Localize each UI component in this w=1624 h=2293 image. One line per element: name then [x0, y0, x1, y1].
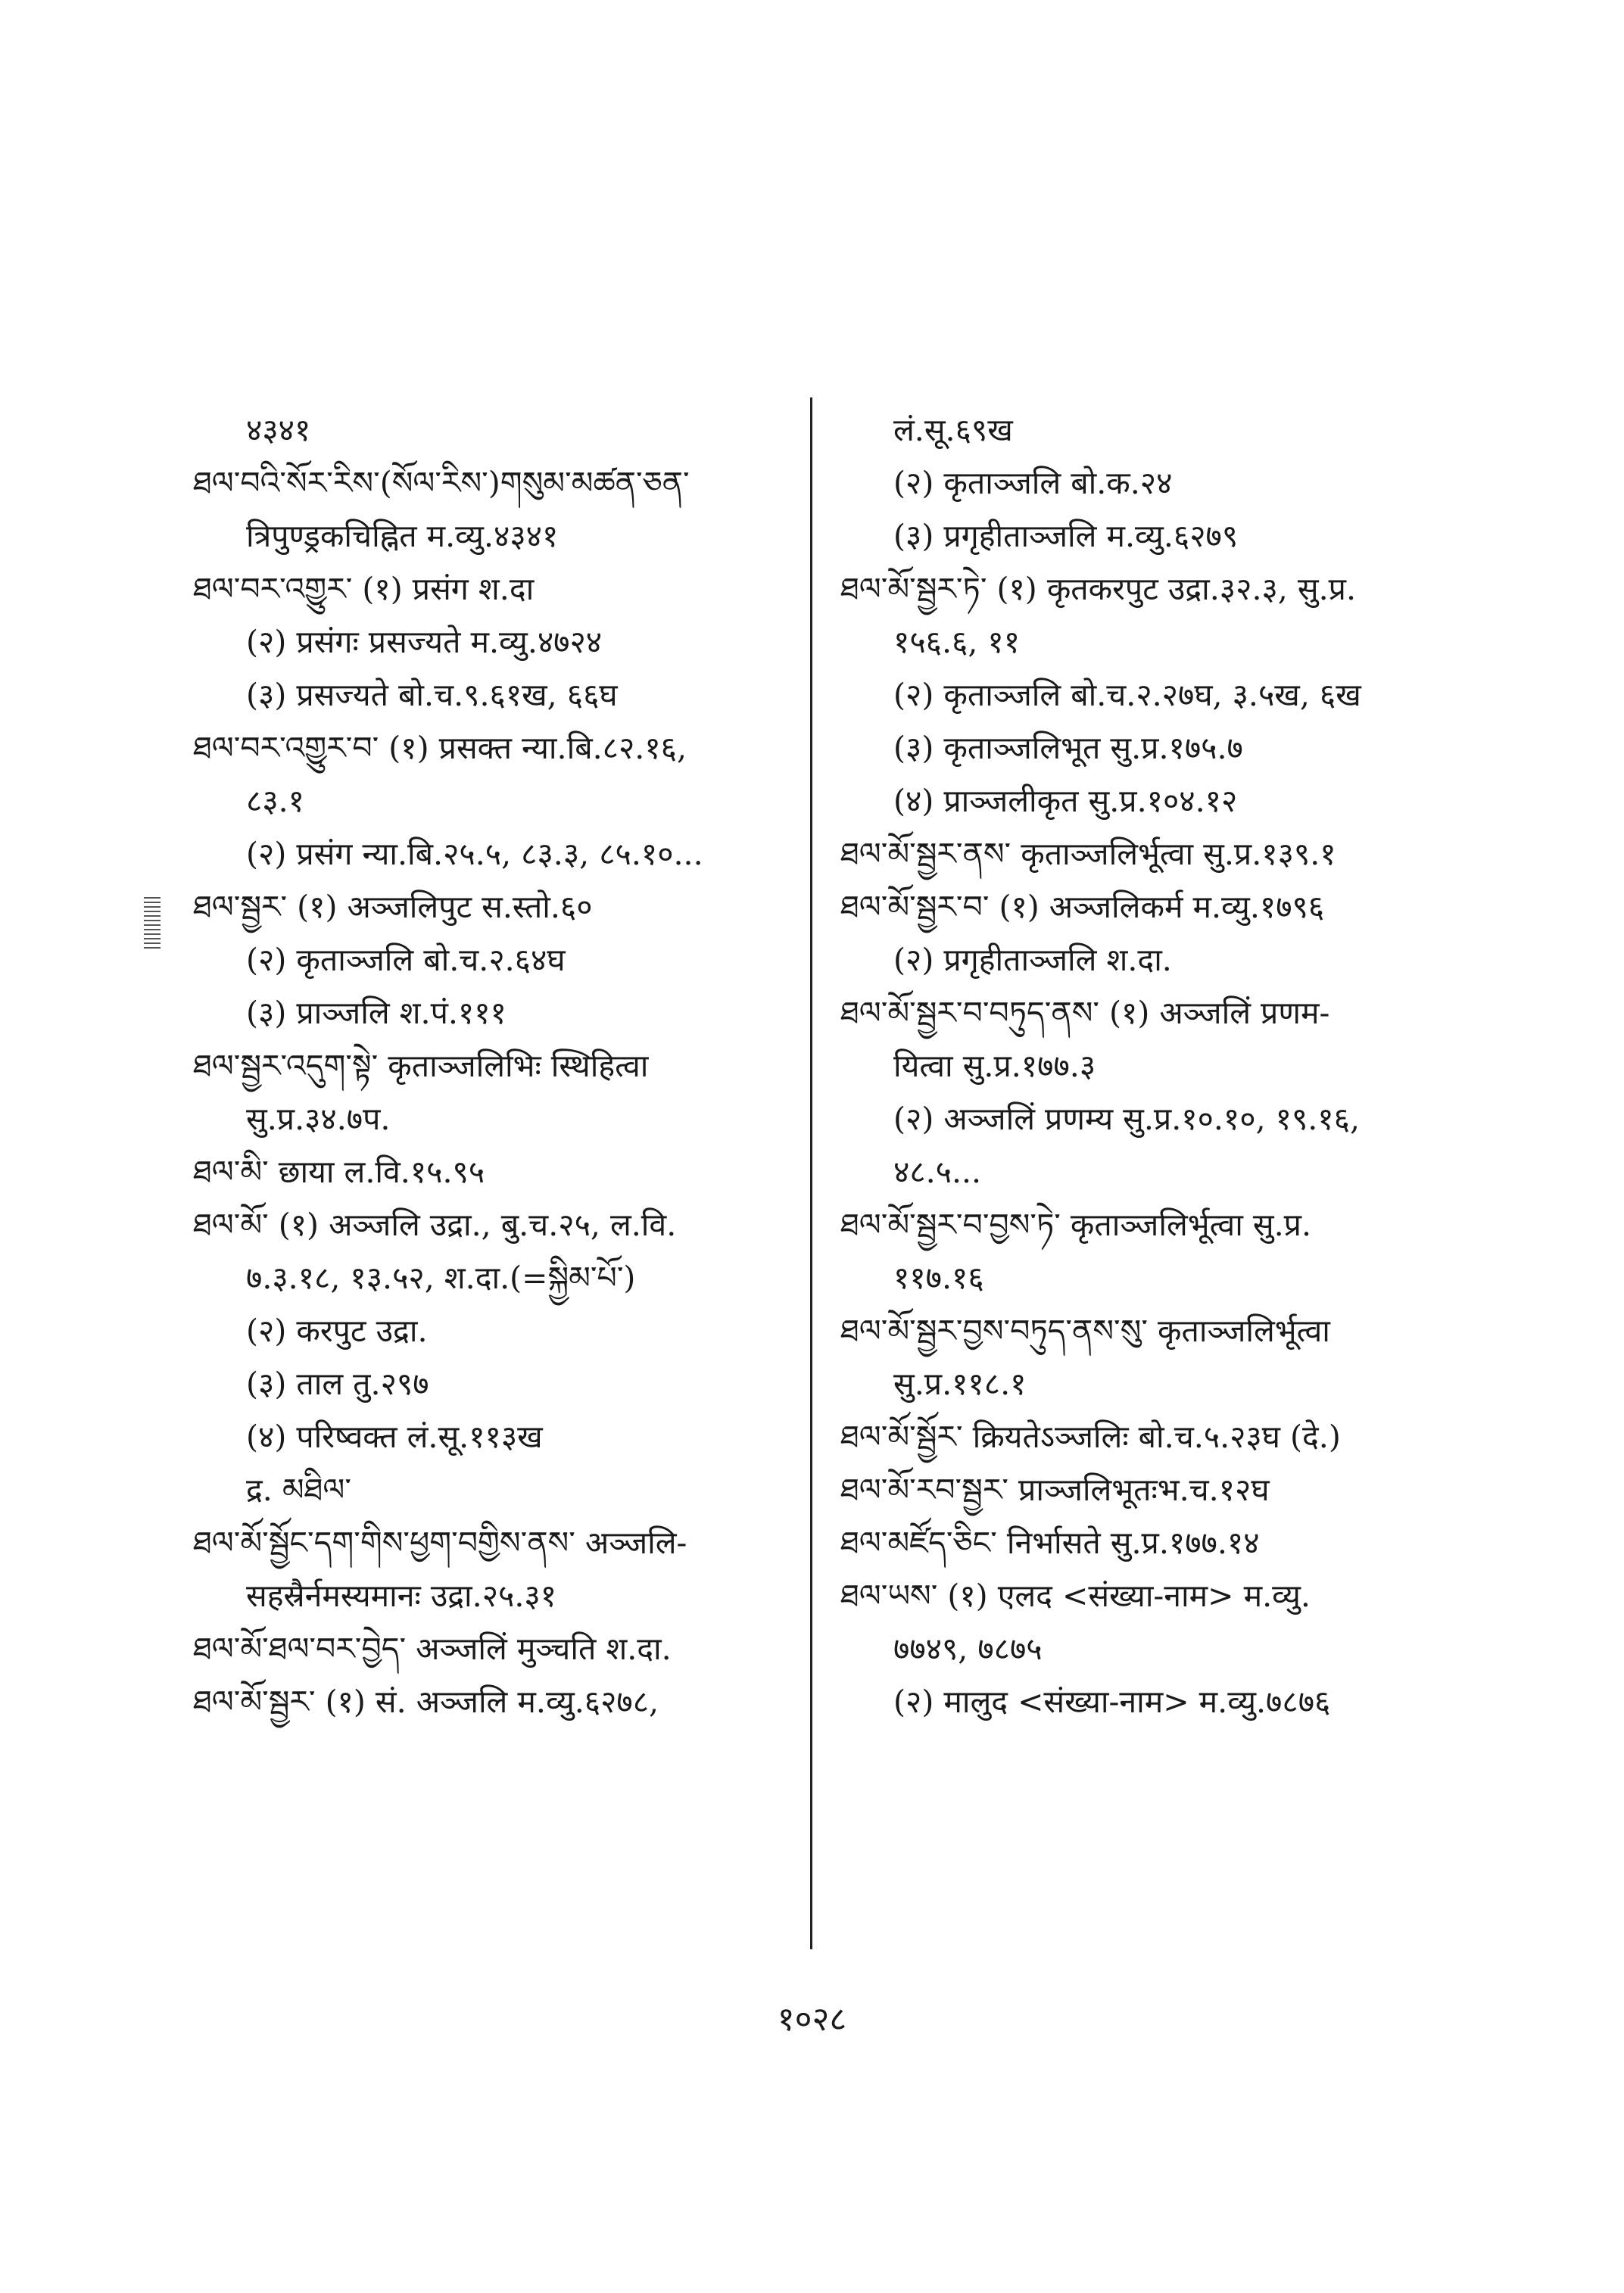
entry-headword-line: ཐལ་མོ་སྦྱར་ (१) सं. अञ्जलि म.व्यु.६२७८,	[193, 1684, 659, 1720]
entry-headword-line: ཐལ་མོ་སྦྱར་བ་བཏུད་ནས་ (१) अञ्जलिं प्रणम-	[840, 995, 1330, 1031]
entry-continuation: (२) अञ्जलिं प्रणम्य सु.प्र.१०.१०, १९.१६,	[893, 1101, 1360, 1137]
entry-headword-line: ཐལ་མོ་སྦྱར་བྱས་བཏུད་ནས་སུ་ कृताञ्जलिर्भूत्वा	[840, 1313, 1330, 1349]
entry-continuation: त्रिपुण्ड्रकचिह्नित म.व्यु.४३४१	[246, 518, 559, 554]
entry-continuation: (२) मालुद <संख्या-नाम> म.व्यु.७८७६	[893, 1684, 1331, 1720]
entry-continuation: सु.प्र.११८.१	[893, 1366, 1027, 1402]
entry-continuation: सु.प्र.३४.७प.	[246, 1101, 391, 1137]
entry-headword-line: ཐལ་ཡས་ (१) एलद <संख्या-नाम> म.व्यु.	[840, 1578, 1311, 1614]
entry-headword-line: ཐལ་མོ་ (१) अञ्जलि उद्रा., बु.च.२५, ल.वि.	[193, 1207, 677, 1243]
entry-headword-line: ཐལ་བའི་སོར་རིས་(སོལ་རིས་)གསུམ་མཚན་ཅན་	[193, 465, 690, 501]
entry-continuation: (३) प्राञ्जलि श.पं.१११	[246, 995, 507, 1031]
entry-continuation: ७७४९, ७८७५	[893, 1631, 1043, 1667]
entry-headword-line: ཐལ་མོ་ཐལ་བར་བྱེད་ अञ्जलिं मुञ्चति श.दा.	[193, 1631, 672, 1667]
entry-continuation: (३) प्रगृहीताञ्जलि म.व्यु.६२७९	[893, 518, 1239, 554]
entry-continuation: ४३४१	[246, 412, 311, 448]
entry-headword-line: ཐལ་མོ་སྦྱར་བ་བྱས་ཏེ་ कृताञ्जलिर्भूत्वा सु.प्र.	[840, 1207, 1311, 1243]
entry-continuation: (२) कृताञ्जलि बो.च.२.६४घ	[246, 942, 566, 978]
entry-headword-line: ཐལ་མོ་རབ་སྦྱར་ प्राञ्जलिभूतःभ.च.१२घ	[840, 1472, 1270, 1508]
column-divider	[810, 397, 812, 1949]
entry-continuation: १५६.६, ११	[893, 624, 1021, 660]
entry-continuation: (२) कृताञ्जलि बो.च.२.२७घ, ३.५ख, ६ख	[893, 677, 1361, 713]
entry-continuation: (२) करपुट उद्रा.	[246, 1313, 428, 1349]
entry-continuation: ११७.१६	[893, 1260, 984, 1296]
entry-headword-line: ཐལ་མི་ छाया ल.वि.१५.९५	[193, 1154, 485, 1190]
entry-continuation: (२) कृताञ्जलि बो.क.२४	[893, 465, 1173, 501]
entry-continuation: (३) कृताञ्जलिभूत सु.प्र.१७५.७	[893, 730, 1243, 766]
entry-headword-line: ཐལ་བར་འགྱུར་བ་ (१) प्रसक्त न्या.बि.८२.१६,	[193, 730, 687, 766]
entry-headword-line: ཐལ་སྦྱར་ (१) अञ्जलिपुट स.स्तो.६०	[193, 889, 593, 925]
entry-headword-line: ཐལ་མོ་སྦྱར་ནས་ कृताञ्जलिर्भूत्वा सु.प्र.१३९.१	[840, 836, 1336, 872]
entry-headword-line: ཐལ་མོ་སྦྱར་བ་ (१) अञ्जलिकर्म म.व्यु.१७९६	[840, 889, 1325, 925]
entry-continuation: सहस्रैर्नमस्यमानः उद्रा.२५.३१	[246, 1578, 557, 1614]
entry-headword-line: ཐལ་མཛོད་ཅིང་ निर्भासते सु.प्र.१७७.१४	[840, 1525, 1260, 1561]
entry-continuation: ४८.५...	[893, 1154, 982, 1190]
entry-continuation: लं.सू.६९ख	[893, 412, 1013, 448]
margin-tick-mark	[144, 897, 161, 950]
entry-headword-line: ཐལ་བར་འགྱུར་ (१) प्रसंग श.दा	[193, 571, 535, 607]
entry-continuation: (४) परिष्वक्त लं.सू.११३ख	[246, 1419, 543, 1455]
entry-continuation: ७.३.१८, १३.५२, श.दा.(=སྐྱིམ་པོ་)	[246, 1260, 636, 1296]
entry-continuation: ८३.१	[246, 783, 304, 819]
entry-continuation: (२) प्रगृहीताञ्जलि श.दा.	[893, 942, 1172, 978]
entry-headword-line: ཐལ་སྦྱར་འདུག་སྟེ་ कृताञ्जलिभिः स्थिहित्वा	[193, 1048, 649, 1084]
entry-headword-line: ཐལ་མོ་སྦྱར་ཏེ་ (१) कृतकरपुट उद्रा.३२.३, सु.प्र.	[840, 571, 1356, 607]
entry-continuation: यित्वा सु.प्र.१७७.३	[893, 1048, 1096, 1084]
entry-continuation: (३) ताल तु.२९७	[246, 1366, 429, 1402]
entry-continuation: (२) प्रसंग न्या.बि.२५.५, ८३.३, ८५.१०...	[246, 836, 703, 872]
entry-continuation: द्र. མཐིལ་	[246, 1472, 351, 1508]
entry-continuation: (४) प्राञ्जलीकृत सु.प्र.१०४.१२	[893, 783, 1238, 819]
entry-continuation: (२) प्रसंगः प्रसज्यते म.व्यु.४७२४	[246, 624, 603, 660]
entry-continuation: (३) प्रसज्यते बो.च.९.६१ख, ६६घ	[246, 677, 618, 713]
entry-headword-line: ཐལ་མོ་སྦྱོང་དག་གིས་ཕྱག་བགྱིས་ནས་ अञ्जलि-	[193, 1525, 687, 1561]
entry-headword-line: ཐལ་མོ་སྦྱོར་ क्रियतेऽञ्जलिः बो.च.५.२३घ (दे.)	[840, 1419, 1341, 1455]
page-number: १०२८	[777, 2000, 847, 2039]
